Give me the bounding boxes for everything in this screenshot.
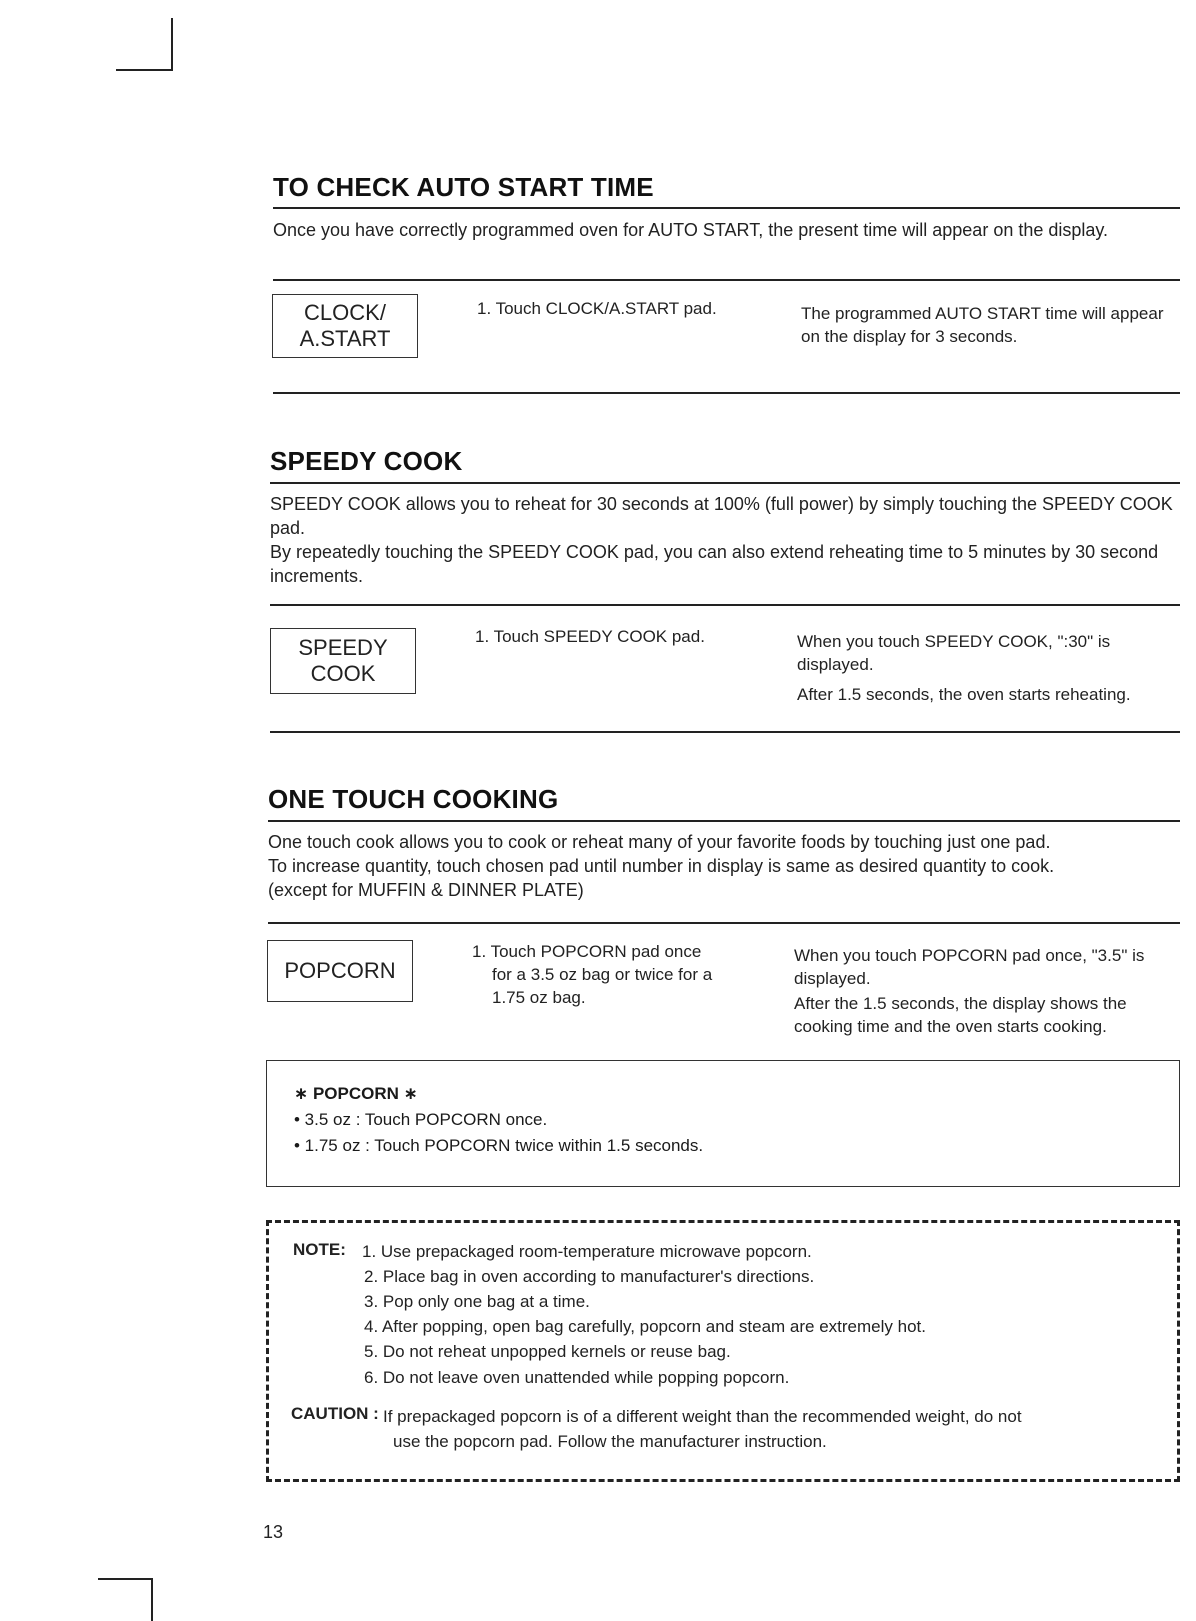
- auto-start-result: The programmed AUTO START time will appear on the display for 3 seconds.: [801, 304, 1164, 346]
- speedy-cook-pad-line2: COOK: [310, 661, 376, 686]
- popcorn-info-box: [266, 1060, 1180, 1187]
- popcorn-info-item-1: • 3.5 oz : Touch POPCORN once.: [294, 1110, 548, 1129]
- caution-line-1: If prepackaged popcorn is of a different weight than the recommended weight, do not: [383, 1407, 1022, 1426]
- popcorn-step-line-2: for a 3.5 oz bag or twice for a: [492, 965, 713, 984]
- note-label: NOTE:: [293, 1240, 346, 1259]
- crop-mark-top-vertical: [171, 18, 173, 70]
- clock-astart-pad-line1: CLOCK/: [304, 300, 386, 325]
- speedy-cook-pad[interactable]: [270, 628, 416, 694]
- note-item-4: 4. After popping, open bag carefully, popcorn and steam are extremely hot.: [364, 1317, 926, 1336]
- auto-start-intro: Once you have correctly programmed oven for AUTO START, the present time will appear on the display.: [273, 220, 1109, 240]
- popcorn-info-heading: ∗ POPCORN ∗: [294, 1084, 418, 1103]
- popcorn-result-2: After the 1.5 seconds, the display shows the cooking time and the oven starts cooking.: [794, 994, 1127, 1036]
- speedy-cook-intro-1: SPEEDY COOK allows you to reheat for 30 seconds at 100% (full power) by simply touching the SPEEDY COOK pad.: [270, 494, 1173, 538]
- speedy-cook-result-1: When you touch SPEEDY COOK, ":30" is displayed.: [797, 632, 1111, 674]
- caution-line-2: use the popcorn pad. Follow the manufacturer instruction.: [393, 1432, 827, 1451]
- popcorn-step-line-3: 1.75 oz bag.: [492, 988, 586, 1007]
- speedy-cook-title-rule: [270, 482, 1180, 484]
- auto-start-step: 1. Touch CLOCK/A.START pad.: [477, 299, 717, 318]
- page-number: 13: [263, 1522, 284, 1542]
- note-item-6: 6. Do not leave oven unattended while popping popcorn.: [364, 1368, 790, 1387]
- popcorn-info-item-2: • 1.75 oz : Touch POPCORN twice within 1.5 seconds.: [294, 1136, 704, 1155]
- speedy-cook-rule-bottom: [270, 731, 1180, 733]
- auto-start-rule-top: [273, 279, 1180, 281]
- popcorn-pad[interactable]: [267, 940, 413, 1002]
- caution-label: CAUTION :: [291, 1404, 379, 1423]
- crop-mark-bottom-vertical: [151, 1578, 153, 1621]
- one-touch-title-rule: [268, 820, 1180, 822]
- note-item-2: 2. Place bag in oven according to manufacturer's directions.: [364, 1267, 815, 1286]
- popcorn-step: [472, 940, 772, 1009]
- one-touch-intro-1: One touch cook allows you to cook or reheat many of your favorite foods by touching just one pad.: [268, 832, 1051, 852]
- crop-mark-top-horizontal: [116, 69, 173, 71]
- speedy-cook-title: SPEEDY COOK: [270, 446, 463, 476]
- note-item-1: 1. Use prepackaged room-temperature microwave popcorn.: [362, 1242, 812, 1261]
- one-touch-intro-2: To increase quantity, touch chosen pad until number in display is same as desired quantity to cook.: [268, 856, 1055, 876]
- speedy-cook-pad-line1: SPEEDY: [298, 635, 388, 660]
- auto-start-title: TO CHECK AUTO START TIME: [273, 172, 654, 202]
- one-touch-rule-top: [268, 922, 1180, 924]
- crop-mark-bottom-horizontal: [98, 1578, 152, 1580]
- clock-astart-pad-line2: A.START: [299, 326, 391, 351]
- popcorn-step-line-1: 1. Touch POPCORN pad once: [472, 942, 702, 961]
- speedy-cook-intro-2: By repeatedly touching the SPEEDY COOK pad, you can also extend reheating time to 5 minutes by 30 second increments.: [270, 542, 1159, 586]
- one-touch-intro-3: (except for MUFFIN & DINNER PLATE): [268, 880, 584, 900]
- auto-start-rule-bottom: [273, 392, 1180, 394]
- one-touch-title: ONE TOUCH COOKING: [268, 784, 559, 814]
- clock-astart-pad[interactable]: [272, 294, 418, 358]
- speedy-cook-step: 1. Touch SPEEDY COOK pad.: [475, 627, 705, 646]
- popcorn-result-1: When you touch POPCORN pad once, "3.5" is displayed.: [794, 946, 1145, 988]
- auto-start-title-rule: [273, 207, 1180, 209]
- speedy-cook-rule-top: [270, 604, 1180, 606]
- note-item-3: 3. Pop only one bag at a time.: [364, 1292, 590, 1311]
- popcorn-pad-label: POPCORN: [284, 958, 396, 983]
- speedy-cook-result-2: After 1.5 seconds, the oven starts reheating.: [797, 685, 1131, 704]
- note-item-5: 5. Do not reheat unpopped kernels or reuse bag.: [364, 1342, 731, 1361]
